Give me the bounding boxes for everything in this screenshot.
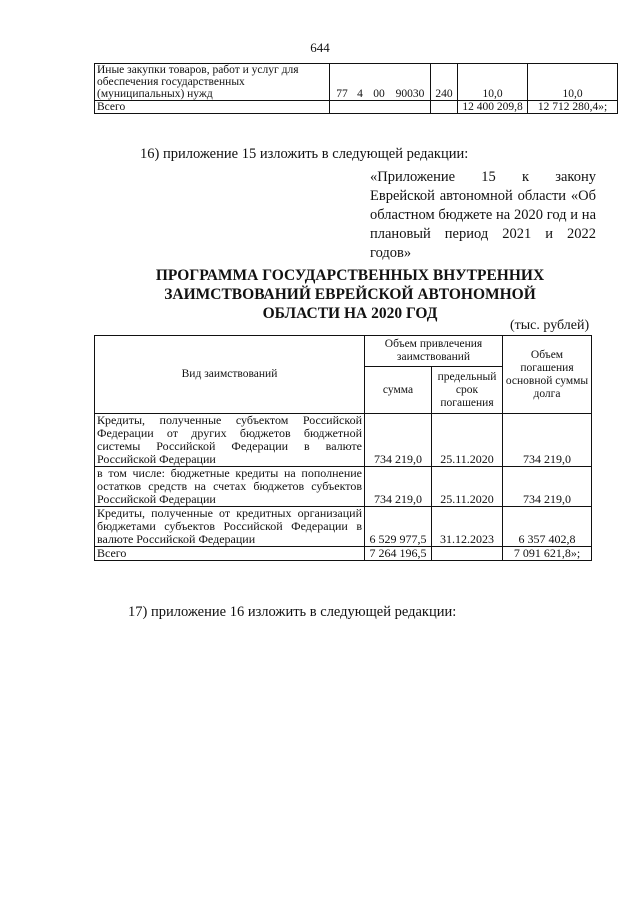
header-term: предельный срок погашения [432,367,503,414]
table-row [95,101,618,114]
header-attract: Объем привлечения заимствований [365,336,503,367]
sum-cell: 734 219,0 [365,414,432,467]
expenditure-table [94,63,618,114]
unit-label: (тыс. рублей) [510,318,590,333]
code-cell: 240 [431,64,458,101]
paragraph-17: 17) приложение 16 изложить в следующей редакции: [128,604,457,620]
annex-header: «Приложение 15 к закону Еврейской автономной области «Об областном бюджете на 2020 год и на плановый период 2021 и 2022 годов» [370,169,596,261]
code-cell [431,101,458,114]
repay-cell: 734 219,0 [503,414,592,467]
title-line: ОБЛАСТИ НА 2020 ГОД [262,305,438,322]
code-part: 4 [357,88,363,100]
row-name: Кредиты, полученные субъектом Российской Федерации от других бюджетов бюджетной системы Российской Федерации в валюте Российской Федерации [95,414,365,467]
header-row [95,336,592,367]
term-cell: 25.11.2020 [432,467,503,507]
value-cell: 10,0 [458,64,528,101]
code-cell [330,64,353,101]
sum-cell: 734 219,0 [365,467,432,507]
header-type: Вид заимствований [95,336,365,414]
row-name: в том числе: бюджетные кредиты на пополнение остатков средств на счетах бюджетов субъектов Российской Федерации [95,467,365,507]
code-part: 77 [336,88,348,100]
table-row [95,64,618,101]
code-part: 90030 [395,88,425,100]
value-cell: 12 400 209,8 [458,101,528,114]
document-title [130,266,570,323]
table-row [95,414,592,467]
row-name: Всего [95,101,330,114]
title-line: ЗАИМСТВОВАНИЙ ЕВРЕЙСКОЙ АВТОНОМНОЙ [164,286,536,303]
row-name: Иные закупки товаров, работ и услуг для обеспечения государственных (муниципальных) нужд [95,64,330,101]
paragraph-16: 16) приложение 15 изложить в следующей редакции: [140,146,469,162]
code-cell [330,101,431,114]
table-row [95,467,592,507]
row-name: Кредиты, полученные от кредитных организаций бюджетами субъектов Российской Федерации в валюте Российской Федерации [95,507,365,547]
code-cell [390,64,431,101]
title-line: ПРОГРАММА ГОСУДАРСТВЕННЫХ ВНУТРЕННИХ [155,267,545,284]
term-cell: 25.11.2020 [432,414,503,467]
header-repay: Объем погашения основной суммы долга [503,336,592,414]
code-part: 00 [373,88,385,100]
borrowing-table [94,335,592,561]
repay-cell: 734 219,0 [503,467,592,507]
sum-cell: 7 264 196,5 [365,547,432,561]
value-cell: 12 712 280,4»; [528,101,618,114]
code-cell [352,64,368,101]
code-cell [368,64,390,101]
row-name: Всего [95,547,365,561]
sum-cell: 6 529 977,5 [365,507,432,547]
header-sum: сумма [365,367,432,414]
term-cell [432,547,503,561]
table-row [95,547,592,561]
table-row [95,507,592,547]
page-number: 644 [310,40,330,55]
repay-cell: 6 357 402,8 [503,507,592,547]
repay-cell: 7 091 621,8»; [503,547,592,561]
value-cell: 10,0 [528,64,618,101]
term-cell: 31.12.2023 [432,507,503,547]
